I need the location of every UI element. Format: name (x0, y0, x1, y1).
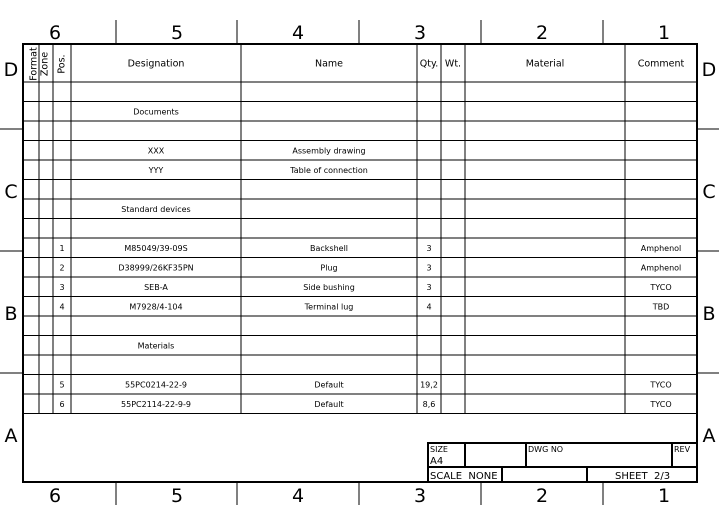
zone-row-label: D (701, 59, 717, 81)
zone-col-label: 4 (291, 22, 305, 44)
header-pos: Pos. (56, 54, 68, 74)
table-row (133, 107, 179, 116)
cell-name: Default (314, 399, 344, 409)
cell-designation: Standard devices (121, 204, 191, 214)
header-comment: Comment (637, 58, 685, 70)
rev-label: REV (674, 445, 691, 454)
zone-row-label: C (702, 181, 716, 203)
table-row (59, 302, 669, 311)
zone-col-label: 6 (48, 485, 62, 505)
zone-col-label: 4 (291, 485, 305, 505)
cell-designation: SEB-A (144, 282, 168, 292)
zone-col-label: 3 (413, 22, 427, 44)
cell-designation: 55PC0214-22-9 (125, 380, 187, 390)
zone-col-label: 2 (535, 485, 549, 505)
cell-pos: 1 (59, 243, 65, 253)
size-value: A4 (430, 456, 444, 467)
cell-comment: TYCO (650, 380, 672, 390)
cell-pos: 5 (59, 380, 65, 390)
table-row (148, 166, 368, 175)
cell-comment: Amphenol (640, 263, 682, 273)
zone-col-label: 5 (170, 485, 184, 505)
header-name: Name (314, 58, 344, 70)
cell-pos: 3 (59, 282, 65, 292)
cell-qty: 3 (426, 263, 432, 273)
header-format: Format (28, 47, 40, 81)
cell-qty: 19,2 (420, 380, 438, 390)
cell-designation: M85049/39-09S (124, 243, 188, 253)
zone-col-label: 1 (657, 485, 671, 505)
cell-designation: Materials (137, 341, 175, 351)
cell-qty: 4 (426, 302, 432, 312)
table-row (138, 341, 175, 350)
cell-comment: Amphenol (640, 243, 682, 253)
zone-row-label: C (4, 181, 18, 203)
sheet-number: SHEET 2/3 (615, 471, 671, 482)
zone-col-label: 3 (413, 485, 427, 505)
table-row (59, 400, 671, 409)
cell-name: Assembly drawing (292, 146, 366, 156)
table-row (59, 244, 681, 253)
cell-designation: M7928/4-104 (129, 302, 183, 312)
cell-qty: 3 (426, 243, 432, 253)
cell-comment: TYCO (650, 282, 672, 292)
cell-designation: Documents (133, 107, 179, 117)
table-row (59, 263, 681, 272)
cell-name: Terminal lug (304, 302, 354, 312)
cell-designation: XXX (147, 146, 165, 156)
zone-row-label: B (702, 303, 716, 325)
header-wt: Wt. (444, 58, 462, 70)
cell-designation: YYY (148, 165, 164, 175)
table-row (59, 283, 671, 292)
scale-text: SCALE NONE (430, 471, 498, 482)
size-label: SIZE (430, 445, 448, 454)
cell-name: Default (314, 380, 344, 390)
header-zone: Zone (39, 51, 51, 77)
zone-row-label: B (4, 303, 18, 325)
cell-designation: D38999/26KF35PN (118, 263, 194, 273)
zone-col-label: 1 (657, 22, 671, 44)
cell-pos: 6 (59, 399, 65, 409)
table-row (148, 146, 366, 155)
zone-ticks (0, 20, 719, 505)
cell-qty: 3 (426, 282, 432, 292)
cell-pos: 2 (59, 263, 65, 273)
cell-pos: 4 (59, 302, 65, 312)
zone-col-label: 5 (170, 22, 184, 44)
cell-comment: TYCO (650, 399, 672, 409)
cell-name: Backshell (309, 243, 349, 253)
zone-col-label: 2 (535, 22, 549, 44)
cell-name: Side bushing (303, 282, 355, 292)
parts-list-table (23, 44, 697, 414)
cell-name: Table of connection (290, 165, 368, 175)
table-row (121, 205, 190, 214)
zone-row-label: A (702, 425, 716, 447)
zone-row-label: A (4, 425, 18, 447)
dwg-no-label: DWG NO (528, 445, 564, 454)
header-designation: Designation (127, 58, 185, 70)
header-qty: Qty. (419, 58, 439, 70)
cell-comment: TBD (652, 302, 670, 312)
header-material: Material (525, 58, 565, 70)
zone-row-label: D (3, 59, 19, 81)
zone-col-label: 6 (48, 22, 62, 44)
cell-designation: 55PC2114-22-9-9 (121, 399, 191, 409)
title-block (428, 443, 697, 482)
table-row (59, 380, 671, 389)
cell-name: Plug (320, 263, 338, 273)
cell-qty: 8,6 (422, 399, 436, 409)
